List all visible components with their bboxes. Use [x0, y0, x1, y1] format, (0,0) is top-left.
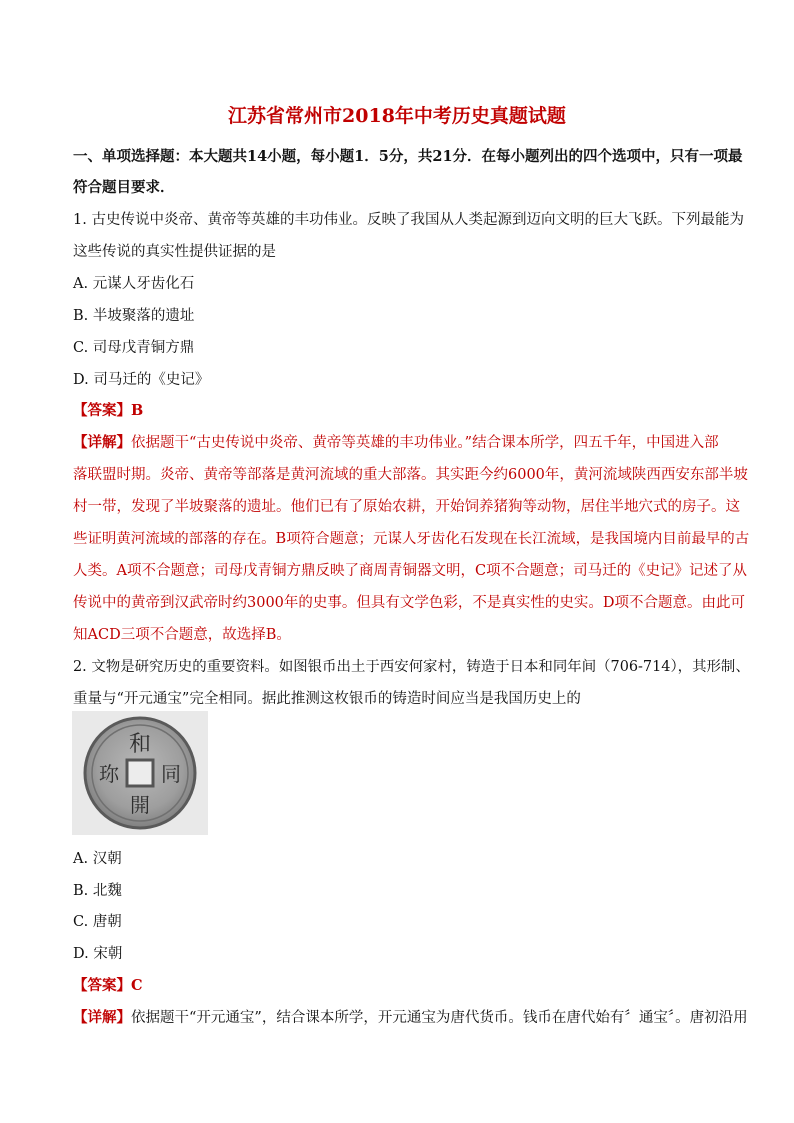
q1-analysis-line: 落联盟时期。炎帝、黄帝等部落是黄河流域的重大部落。其实距今约6000年，黄河流域陕西西安东部半坡 [73, 467, 748, 483]
q2-option-a: A. 汉朝 [73, 851, 122, 867]
q1-stem: 1. 古史传说中炎帝、黄帝等英雄的丰功伟业。反映了我国从人类起源到迈向文明的巨大飞跃。下列最能为 [73, 212, 744, 228]
q1-analysis-line: 传说中的黄帝到汉武帝时约3000年的史事。但具有文学色彩，不是真实性的史实。D项不合题意。由此可 [73, 595, 746, 611]
coin-char-right: 同 [161, 762, 181, 786]
q1-analysis-line: 知ACD三项不合题意，故选择B。 [73, 627, 291, 643]
q1-option-c: C. 司母戊青铜方鼎 [73, 340, 195, 356]
q2-analysis-tag: 【详解】 [73, 1009, 131, 1026]
q1-analysis-line: 村一带，发现了半坡聚落的遗址。他们已有了原始农耕，开始饲养猪狗等动物，居住半地穴式的房子。这 [73, 499, 740, 515]
q1-option-a: A. 元谋人牙齿化石 [73, 276, 195, 292]
q2-option-c: C. 唐朝 [73, 914, 122, 930]
q2-analysis-line [73, 1006, 748, 1027]
q1-analysis-line [73, 431, 719, 452]
q2-stem: 2. 文物是研究历史的重要资料。如图银币出土于西安何家村，铸造于日本和同年间（706-714），其形制、 [73, 659, 750, 675]
section-heading-cont: 符合题目要求． [73, 179, 175, 196]
coin-char-bottom: 開 [130, 793, 150, 817]
q2-stem-cont: 重量与“开元通宝”完全相同。据此推测这枚银币的铸造时间应当是我国历史上的 [73, 691, 581, 707]
q1-analysis-text: 依据题干“古史传说中炎帝、黄帝等英雄的丰功伟业。”结合课本所学，四五千年，中国进入部 [131, 435, 719, 451]
q1-stem-cont: 这些传说的真实性提供证据的是 [73, 244, 276, 260]
coin-char-left: 珎 [99, 762, 119, 786]
q1-analysis-tag: 【详解】 [73, 434, 131, 451]
q2-analysis-text: 依据题干“开元通宝”，结合课本所学，开元通宝为唐代货币。钱币在唐代始有〞通宝〞。唐初沿用 [131, 1010, 748, 1026]
q1-option-b: B. 半坡聚落的遗址 [73, 308, 195, 324]
q2-option-d: D. 宋朝 [73, 946, 123, 962]
q1-analysis-line: 人类。A项不合题意；司母戊青铜方鼎反映了商周青铜器文明，C项不合题意；司马迁的《史记》记述了从 [73, 563, 748, 579]
document-title: 江苏省常州市2018年中考历史真题试题 [228, 105, 566, 127]
q1-analysis-line: 些证明黄河流域的部落的存在。B项符合题意；元谋人牙齿化石发现在长江流域，是我国境内目前最早的古 [73, 531, 750, 547]
q1-option-d: D. 司马迁的《史记》 [73, 372, 210, 388]
coin-char-top: 和 [128, 732, 152, 757]
section-heading: 一、单项选择题：本大题共14小题，每小题1．5分，共21分．在每小题列出的四个选项中，只有一项最 [73, 148, 743, 165]
q2-option-b: B. 北魏 [73, 883, 122, 899]
coin-image [72, 711, 208, 835]
q1-answer: 【答案】B [73, 402, 144, 419]
q2-answer: 【答案】C [73, 977, 143, 994]
